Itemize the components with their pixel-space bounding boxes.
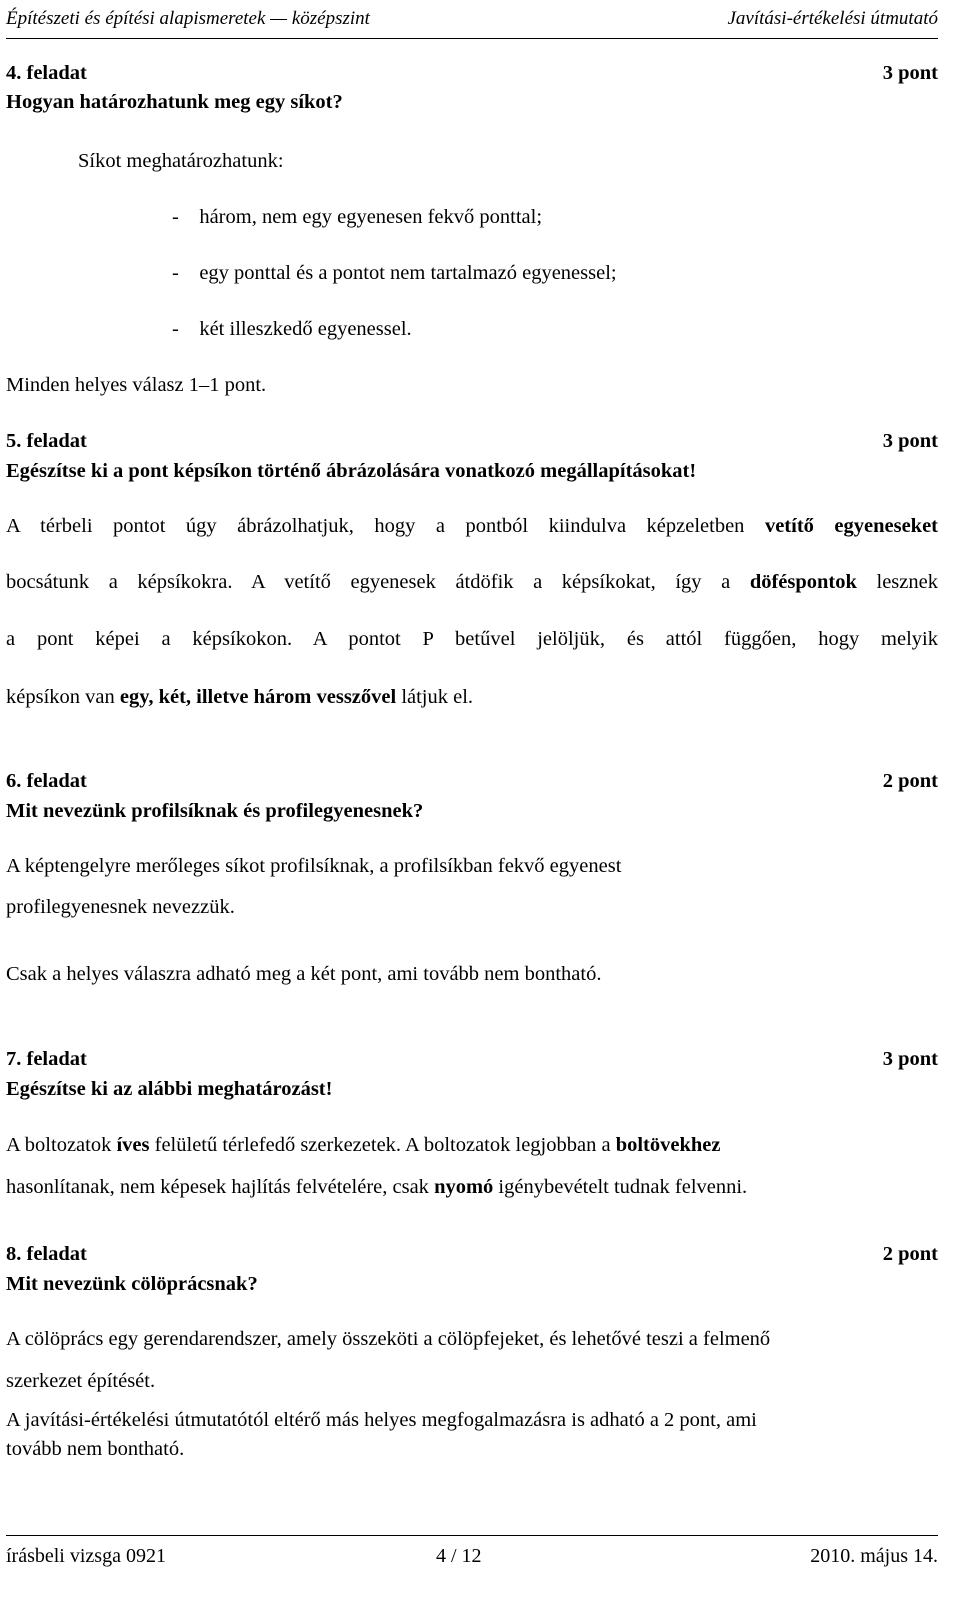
task5-question: Egészítse ki a pont képsíkon történő ábrázolására vonatkozó megállapításokat! bbox=[6, 460, 697, 482]
task7-heading bbox=[6, 1048, 938, 1071]
header-divider bbox=[6, 38, 938, 39]
task8-heading bbox=[6, 1243, 938, 1266]
page-footer bbox=[6, 1545, 938, 1568]
task8-points: 2 pont bbox=[882, 1243, 938, 1265]
footer-page-number: 4 / 12 bbox=[436, 1545, 482, 1567]
task6-note: Csak a helyes válaszra adható meg a két pont, ami tovább nem bontható. bbox=[6, 963, 602, 985]
task4-note: Minden helyes válasz 1–1 pont. bbox=[6, 374, 267, 396]
task5-line-3: a pont képei a képsíkokon. A pontot P betűvel jelöljük, és attól függően, hogy melyik bbox=[6, 628, 938, 650]
task8-line-1: A cölöprács egy gerendarendszer, amely összeköti a cölöpfejeket, és lehetővé teszi a felmenő bbox=[6, 1328, 771, 1350]
task4-item-3: - két illeszkedő egyenessel. bbox=[172, 318, 412, 340]
task8-note-1: A javítási-értékelési útmutatótól eltérő más helyes megfogalmazásra is adható a 2 pont, ami bbox=[6, 1409, 757, 1431]
task6-heading bbox=[6, 770, 938, 793]
footer-date: 2010. május 14. bbox=[810, 1545, 938, 1567]
task7-line-2: hasonlítanak, nem képesek hajlítás felvételére, csak nyomó igénybevételt tudnak felvenni. bbox=[6, 1176, 748, 1198]
page-header bbox=[6, 8, 938, 30]
task5-points: 3 pont bbox=[882, 430, 938, 452]
header-right: Javítási-értékelési útmutató bbox=[727, 8, 938, 29]
task4-title: 4. feladat bbox=[6, 62, 87, 84]
header-left: Építészeti és építési alapismeretek — középszint bbox=[6, 8, 370, 29]
task4-item-1: - három, nem egy egyenesen fekvő ponttal; bbox=[172, 206, 543, 228]
footer-left: írásbeli vizsga 0921 bbox=[6, 1545, 166, 1567]
task4-question: Hogyan határozhatunk meg egy síkot? bbox=[6, 91, 343, 113]
task7-points: 3 pont bbox=[882, 1048, 938, 1070]
task6-points: 2 pont bbox=[882, 770, 938, 792]
task4-points: 3 pont bbox=[882, 62, 938, 84]
task8-line-2: szerkezet építését. bbox=[6, 1370, 156, 1392]
task5-line-2: bocsátunk a képsíkokra. A vetítő egyenesek átdöfik a képsíkokat, így a döféspontok lesznek bbox=[6, 571, 938, 593]
task7-question: Egészítse ki az alábbi meghatározást! bbox=[6, 1078, 333, 1100]
task6-line-1: A képtengelyre merőleges síkot profilsíknak, a profilsíkban fekvő egyenest bbox=[6, 855, 622, 877]
task8-question: Mit nevezünk cölöprácsnak? bbox=[6, 1273, 258, 1295]
task8-title: 8. feladat bbox=[6, 1243, 87, 1265]
task5-title: 5. feladat bbox=[6, 430, 87, 452]
task6-line-2: profilegyenesnek nevezzük. bbox=[6, 896, 235, 918]
task6-question: Mit nevezünk profilsíknak és profilegyenesnek? bbox=[6, 800, 424, 822]
task8-note-2: tovább nem bontható. bbox=[6, 1438, 185, 1460]
task7-line-1: A boltozatok íves felületű térlefedő szerkezetek. A boltozatok legjobban a boltövekhez bbox=[6, 1134, 721, 1156]
task5-line-4: képsíkon van egy, két, illetve három vesszővel látjuk el. bbox=[6, 686, 474, 708]
task4-heading bbox=[6, 62, 938, 85]
task4-intro: Síkot meghatározhatunk: bbox=[78, 150, 284, 172]
task7-title: 7. feladat bbox=[6, 1048, 87, 1070]
task5-heading bbox=[6, 430, 938, 453]
task6-title: 6. feladat bbox=[6, 770, 87, 792]
task5-line-1: A térbeli pontot úgy ábrázolhatjuk, hogy a pontból kiindulva képzeletben vetítő egyeneseket bbox=[6, 515, 939, 537]
task4-item-2: - egy ponttal és a pontot nem tartalmazó egyenessel; bbox=[172, 262, 617, 284]
footer-divider bbox=[6, 1535, 938, 1536]
